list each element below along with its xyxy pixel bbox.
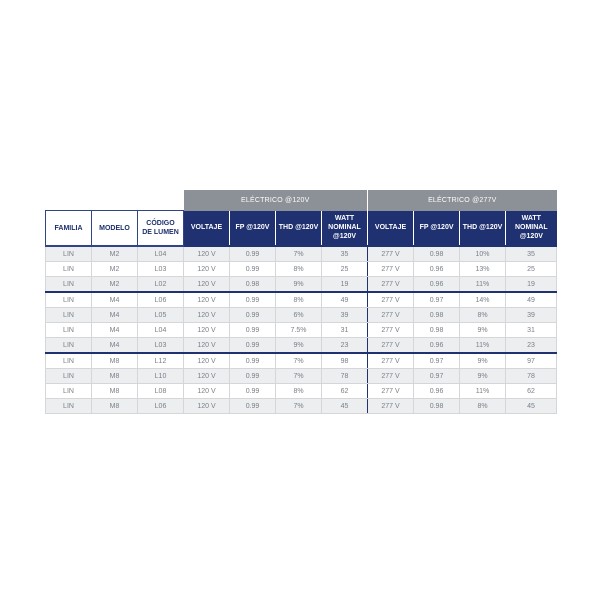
col-fp-277 <box>414 211 460 247</box>
col-codigo-lumen <box>138 211 184 247</box>
cell-fp-277: 0.97 <box>414 292 460 308</box>
cell-voltaje-277: 277 V <box>368 246 414 262</box>
cell-thd-120: 7% <box>276 399 322 414</box>
cell-voltaje-120: 120 V <box>184 292 230 308</box>
table-row <box>46 384 557 399</box>
cell-watt-120: 19 <box>322 277 368 293</box>
col-modelo-label: MODELO <box>99 224 130 232</box>
cell-thd-277: 11% <box>460 384 506 399</box>
cell-watt-120: 78 <box>322 369 368 384</box>
cell-thd-277: 14% <box>460 292 506 308</box>
cell-voltaje-277: 277 V <box>368 384 414 399</box>
cell-voltaje-120: 120 V <box>184 369 230 384</box>
cell-codigo: L06 <box>138 399 184 414</box>
cell-codigo: L04 <box>138 323 184 338</box>
col-voltaje-120 <box>184 211 230 247</box>
cell-fp-277: 0.97 <box>414 353 460 369</box>
cell-watt-120: 45 <box>322 399 368 414</box>
cell-watt-277: 19 <box>506 277 557 293</box>
cell-voltaje-120: 120 V <box>184 353 230 369</box>
cell-fp-277: 0.96 <box>414 262 460 277</box>
cell-fp-120: 0.99 <box>230 353 276 369</box>
col-thd-277-label: THD @120V <box>462 224 503 232</box>
cell-voltaje-277: 277 V <box>368 262 414 277</box>
cell-voltaje-277: 277 V <box>368 308 414 323</box>
table-row <box>46 399 557 414</box>
group-spacer <box>46 190 184 211</box>
cell-thd-277: 9% <box>460 323 506 338</box>
group-electrico-120: ELÉCTRICO @120V <box>184 190 368 211</box>
cell-familia: LIN <box>46 262 92 277</box>
col-watt-277-label-1: WATT <box>521 215 541 223</box>
col-fp-120 <box>230 211 276 247</box>
cell-fp-277: 0.96 <box>414 338 460 354</box>
cell-familia: LIN <box>46 246 92 262</box>
cell-voltaje-120: 120 V <box>184 384 230 399</box>
group-electrico-277: ELÉCTRICO @277V <box>368 190 557 211</box>
cell-watt-277: 49 <box>506 292 557 308</box>
col-voltaje-120-label: VOLTAJE <box>190 224 223 232</box>
cell-modelo: M8 <box>92 353 138 369</box>
cell-modelo: M4 <box>92 308 138 323</box>
col-watt-120-label-3: @120V <box>332 233 357 241</box>
cell-codigo: L03 <box>138 262 184 277</box>
cell-fp-120: 0.99 <box>230 338 276 354</box>
col-fp-277-label: FP @120V <box>419 224 454 232</box>
cell-familia: LIN <box>46 353 92 369</box>
cell-fp-277: 0.98 <box>414 323 460 338</box>
cell-watt-277: 25 <box>506 262 557 277</box>
cell-codigo: L12 <box>138 353 184 369</box>
cell-thd-277: 11% <box>460 338 506 354</box>
cell-thd-277: 9% <box>460 369 506 384</box>
col-watt-277-label-3: @120V <box>519 233 543 241</box>
cell-fp-120: 0.99 <box>230 399 276 414</box>
column-header-row <box>46 211 557 247</box>
cell-fp-277: 0.96 <box>414 384 460 399</box>
cell-watt-277: 39 <box>506 308 557 323</box>
cell-voltaje-120: 120 V <box>184 308 230 323</box>
cell-familia: LIN <box>46 338 92 354</box>
cell-familia: LIN <box>46 277 92 293</box>
cell-watt-120: 25 <box>322 262 368 277</box>
cell-voltaje-277: 277 V <box>368 338 414 354</box>
cell-watt-277: 62 <box>506 384 557 399</box>
col-thd-120 <box>276 211 322 247</box>
cell-voltaje-120: 120 V <box>184 338 230 354</box>
col-watt-120-label-1: WATT <box>334 215 355 223</box>
cell-codigo: L03 <box>138 338 184 354</box>
cell-familia: LIN <box>46 384 92 399</box>
col-codigo-label-2: DE LUMEN <box>142 229 179 236</box>
col-fp-120-label: FP @120V <box>235 224 270 232</box>
spec-table <box>45 190 557 414</box>
cell-thd-120: 7% <box>276 353 322 369</box>
group-header-row <box>46 190 557 211</box>
cell-modelo: M2 <box>92 246 138 262</box>
cell-watt-120: 23 <box>322 338 368 354</box>
cell-thd-120: 8% <box>276 384 322 399</box>
table-body <box>46 246 557 414</box>
cell-voltaje-277: 277 V <box>368 399 414 414</box>
table-row <box>46 292 557 308</box>
table-header <box>46 190 557 246</box>
cell-watt-120: 49 <box>322 292 368 308</box>
cell-thd-120: 8% <box>276 262 322 277</box>
cell-fp-277: 0.98 <box>414 399 460 414</box>
col-codigo-label-1: CÓDIGO <box>146 220 175 227</box>
table-row <box>46 277 557 293</box>
table-row <box>46 338 557 354</box>
cell-thd-120: 7% <box>276 369 322 384</box>
cell-modelo: M2 <box>92 262 138 277</box>
cell-codigo: L02 <box>138 277 184 293</box>
cell-fp-120: 0.99 <box>230 384 276 399</box>
cell-codigo: L10 <box>138 369 184 384</box>
cell-watt-120: 35 <box>322 246 368 262</box>
cell-familia: LIN <box>46 292 92 308</box>
cell-watt-120: 39 <box>322 308 368 323</box>
cell-watt-277: 23 <box>506 338 557 354</box>
cell-modelo: M4 <box>92 292 138 308</box>
table-row <box>46 353 557 369</box>
cell-fp-277: 0.98 <box>414 308 460 323</box>
cell-fp-277: 0.97 <box>414 369 460 384</box>
col-thd-277 <box>460 211 506 247</box>
cell-watt-120: 62 <box>322 384 368 399</box>
col-familia <box>46 211 92 247</box>
col-watt-277-label-2: NOMINAL <box>514 224 548 232</box>
cell-thd-120: 9% <box>276 277 322 293</box>
cell-voltaje-120: 120 V <box>184 323 230 338</box>
table-row <box>46 308 557 323</box>
cell-watt-120: 98 <box>322 353 368 369</box>
cell-fp-120: 0.99 <box>230 262 276 277</box>
cell-thd-277: 9% <box>460 353 506 369</box>
col-watt-120-label-2: NOMINAL <box>328 224 361 232</box>
cell-fp-120: 0.99 <box>230 292 276 308</box>
cell-fp-120: 0.99 <box>230 369 276 384</box>
cell-thd-277: 13% <box>460 262 506 277</box>
cell-watt-277: 78 <box>506 369 557 384</box>
cell-codigo: L08 <box>138 384 184 399</box>
cell-voltaje-277: 277 V <box>368 353 414 369</box>
cell-voltaje-277: 277 V <box>368 323 414 338</box>
cell-modelo: M8 <box>92 399 138 414</box>
table-row <box>46 262 557 277</box>
cell-familia: LIN <box>46 369 92 384</box>
cell-thd-120: 9% <box>276 338 322 354</box>
cell-fp-120: 0.98 <box>230 277 276 293</box>
cell-fp-120: 0.99 <box>230 323 276 338</box>
cell-fp-120: 0.99 <box>230 308 276 323</box>
col-voltaje-277-label: VOLTAJE <box>374 224 407 232</box>
cell-codigo: L05 <box>138 308 184 323</box>
cell-familia: LIN <box>46 399 92 414</box>
cell-modelo: M2 <box>92 277 138 293</box>
cell-watt-277: 35 <box>506 246 557 262</box>
cell-familia: LIN <box>46 308 92 323</box>
cell-thd-120: 7.5% <box>276 323 322 338</box>
cell-fp-277: 0.98 <box>414 246 460 262</box>
cell-watt-277: 97 <box>506 353 557 369</box>
cell-watt-120: 31 <box>322 323 368 338</box>
cell-thd-120: 7% <box>276 246 322 262</box>
table-row <box>46 246 557 262</box>
cell-fp-120: 0.99 <box>230 246 276 262</box>
col-modelo <box>92 211 138 247</box>
cell-modelo: M4 <box>92 338 138 354</box>
col-thd-120-label: THD @120V <box>278 224 319 232</box>
cell-watt-277: 31 <box>506 323 557 338</box>
cell-modelo: M8 <box>92 384 138 399</box>
cell-voltaje-277: 277 V <box>368 292 414 308</box>
cell-codigo: L04 <box>138 246 184 262</box>
cell-thd-277: 11% <box>460 277 506 293</box>
cell-modelo: M8 <box>92 369 138 384</box>
table-row <box>46 369 557 384</box>
cell-thd-277: 8% <box>460 308 506 323</box>
col-watt-277 <box>506 211 557 247</box>
cell-voltaje-120: 120 V <box>184 399 230 414</box>
cell-thd-277: 8% <box>460 399 506 414</box>
cell-thd-120: 8% <box>276 292 322 308</box>
cell-thd-277: 10% <box>460 246 506 262</box>
col-familia-label: FAMILIA <box>54 224 83 232</box>
cell-watt-277: 45 <box>506 399 557 414</box>
col-voltaje-277 <box>368 211 414 247</box>
cell-voltaje-120: 120 V <box>184 262 230 277</box>
cell-voltaje-120: 120 V <box>184 277 230 293</box>
cell-voltaje-120: 120 V <box>184 246 230 262</box>
cell-modelo: M4 <box>92 323 138 338</box>
col-watt-120 <box>322 211 368 247</box>
cell-thd-120: 6% <box>276 308 322 323</box>
cell-fp-277: 0.96 <box>414 277 460 293</box>
cell-codigo: L06 <box>138 292 184 308</box>
cell-familia: LIN <box>46 323 92 338</box>
cell-voltaje-277: 277 V <box>368 277 414 293</box>
table-row <box>46 323 557 338</box>
cell-voltaje-277: 277 V <box>368 369 414 384</box>
